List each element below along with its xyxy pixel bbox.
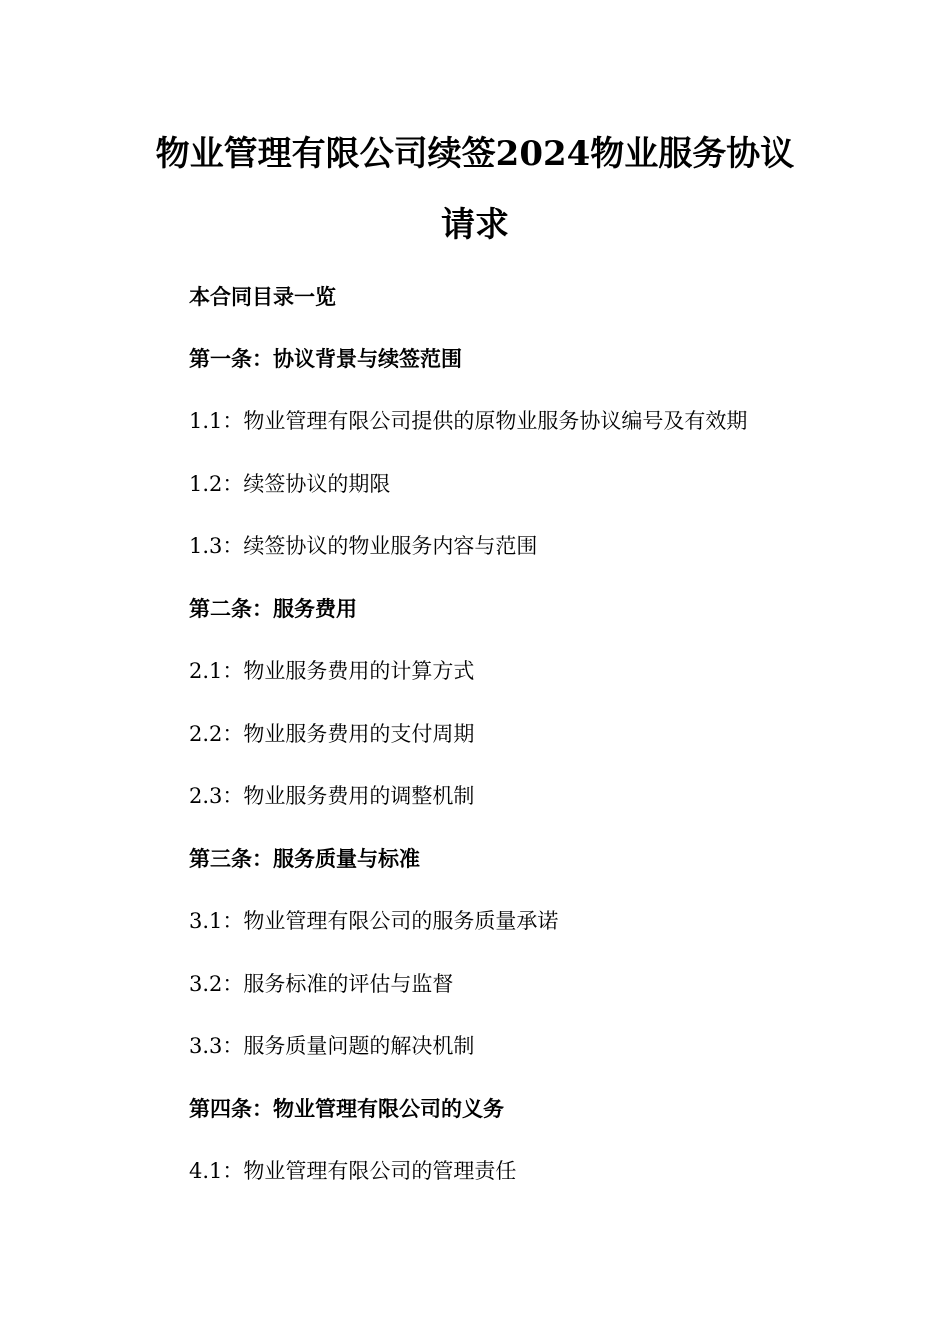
toc-item-3-1: 3.1：物业管理有限公司的服务质量承诺: [189, 909, 559, 933]
toc-section-2: 第二条：服务费用: [189, 596, 357, 621]
toc-section-4: 第四条：物业管理有限公司的义务: [189, 1096, 504, 1121]
toc-section-3: 第三条：服务质量与标准: [189, 846, 420, 871]
toc-item-1-2: 1.2：续签协议的期限: [189, 472, 391, 496]
toc-heading: 本合同目录一览: [189, 284, 336, 309]
toc-item-4-1: 4.1：物业管理有限公司的管理责任: [189, 1159, 517, 1183]
toc-item-1-1: 1.1：物业管理有限公司提供的原物业服务协议编号及有效期: [189, 409, 748, 433]
toc-item-1-3: 1.3：续签协议的物业服务内容与范围: [189, 534, 538, 558]
toc-item-2-2: 2.2：物业服务费用的支付周期: [189, 722, 475, 746]
toc-item-2-3: 2.3：物业服务费用的调整机制: [189, 784, 475, 808]
toc-item-3-2: 3.2：服务标准的评估与监督: [189, 972, 454, 996]
document-title-line-1: 物业管理有限公司续签2024物业服务协议: [155, 134, 795, 174]
toc-item-2-1: 2.1：物业服务费用的计算方式: [189, 659, 475, 683]
document-title-line-2: 请求: [441, 205, 509, 245]
toc-item-3-3: 3.3：服务质量问题的解决机制: [189, 1034, 475, 1058]
toc-section-1: 第一条：协议背景与续签范围: [189, 346, 462, 371]
